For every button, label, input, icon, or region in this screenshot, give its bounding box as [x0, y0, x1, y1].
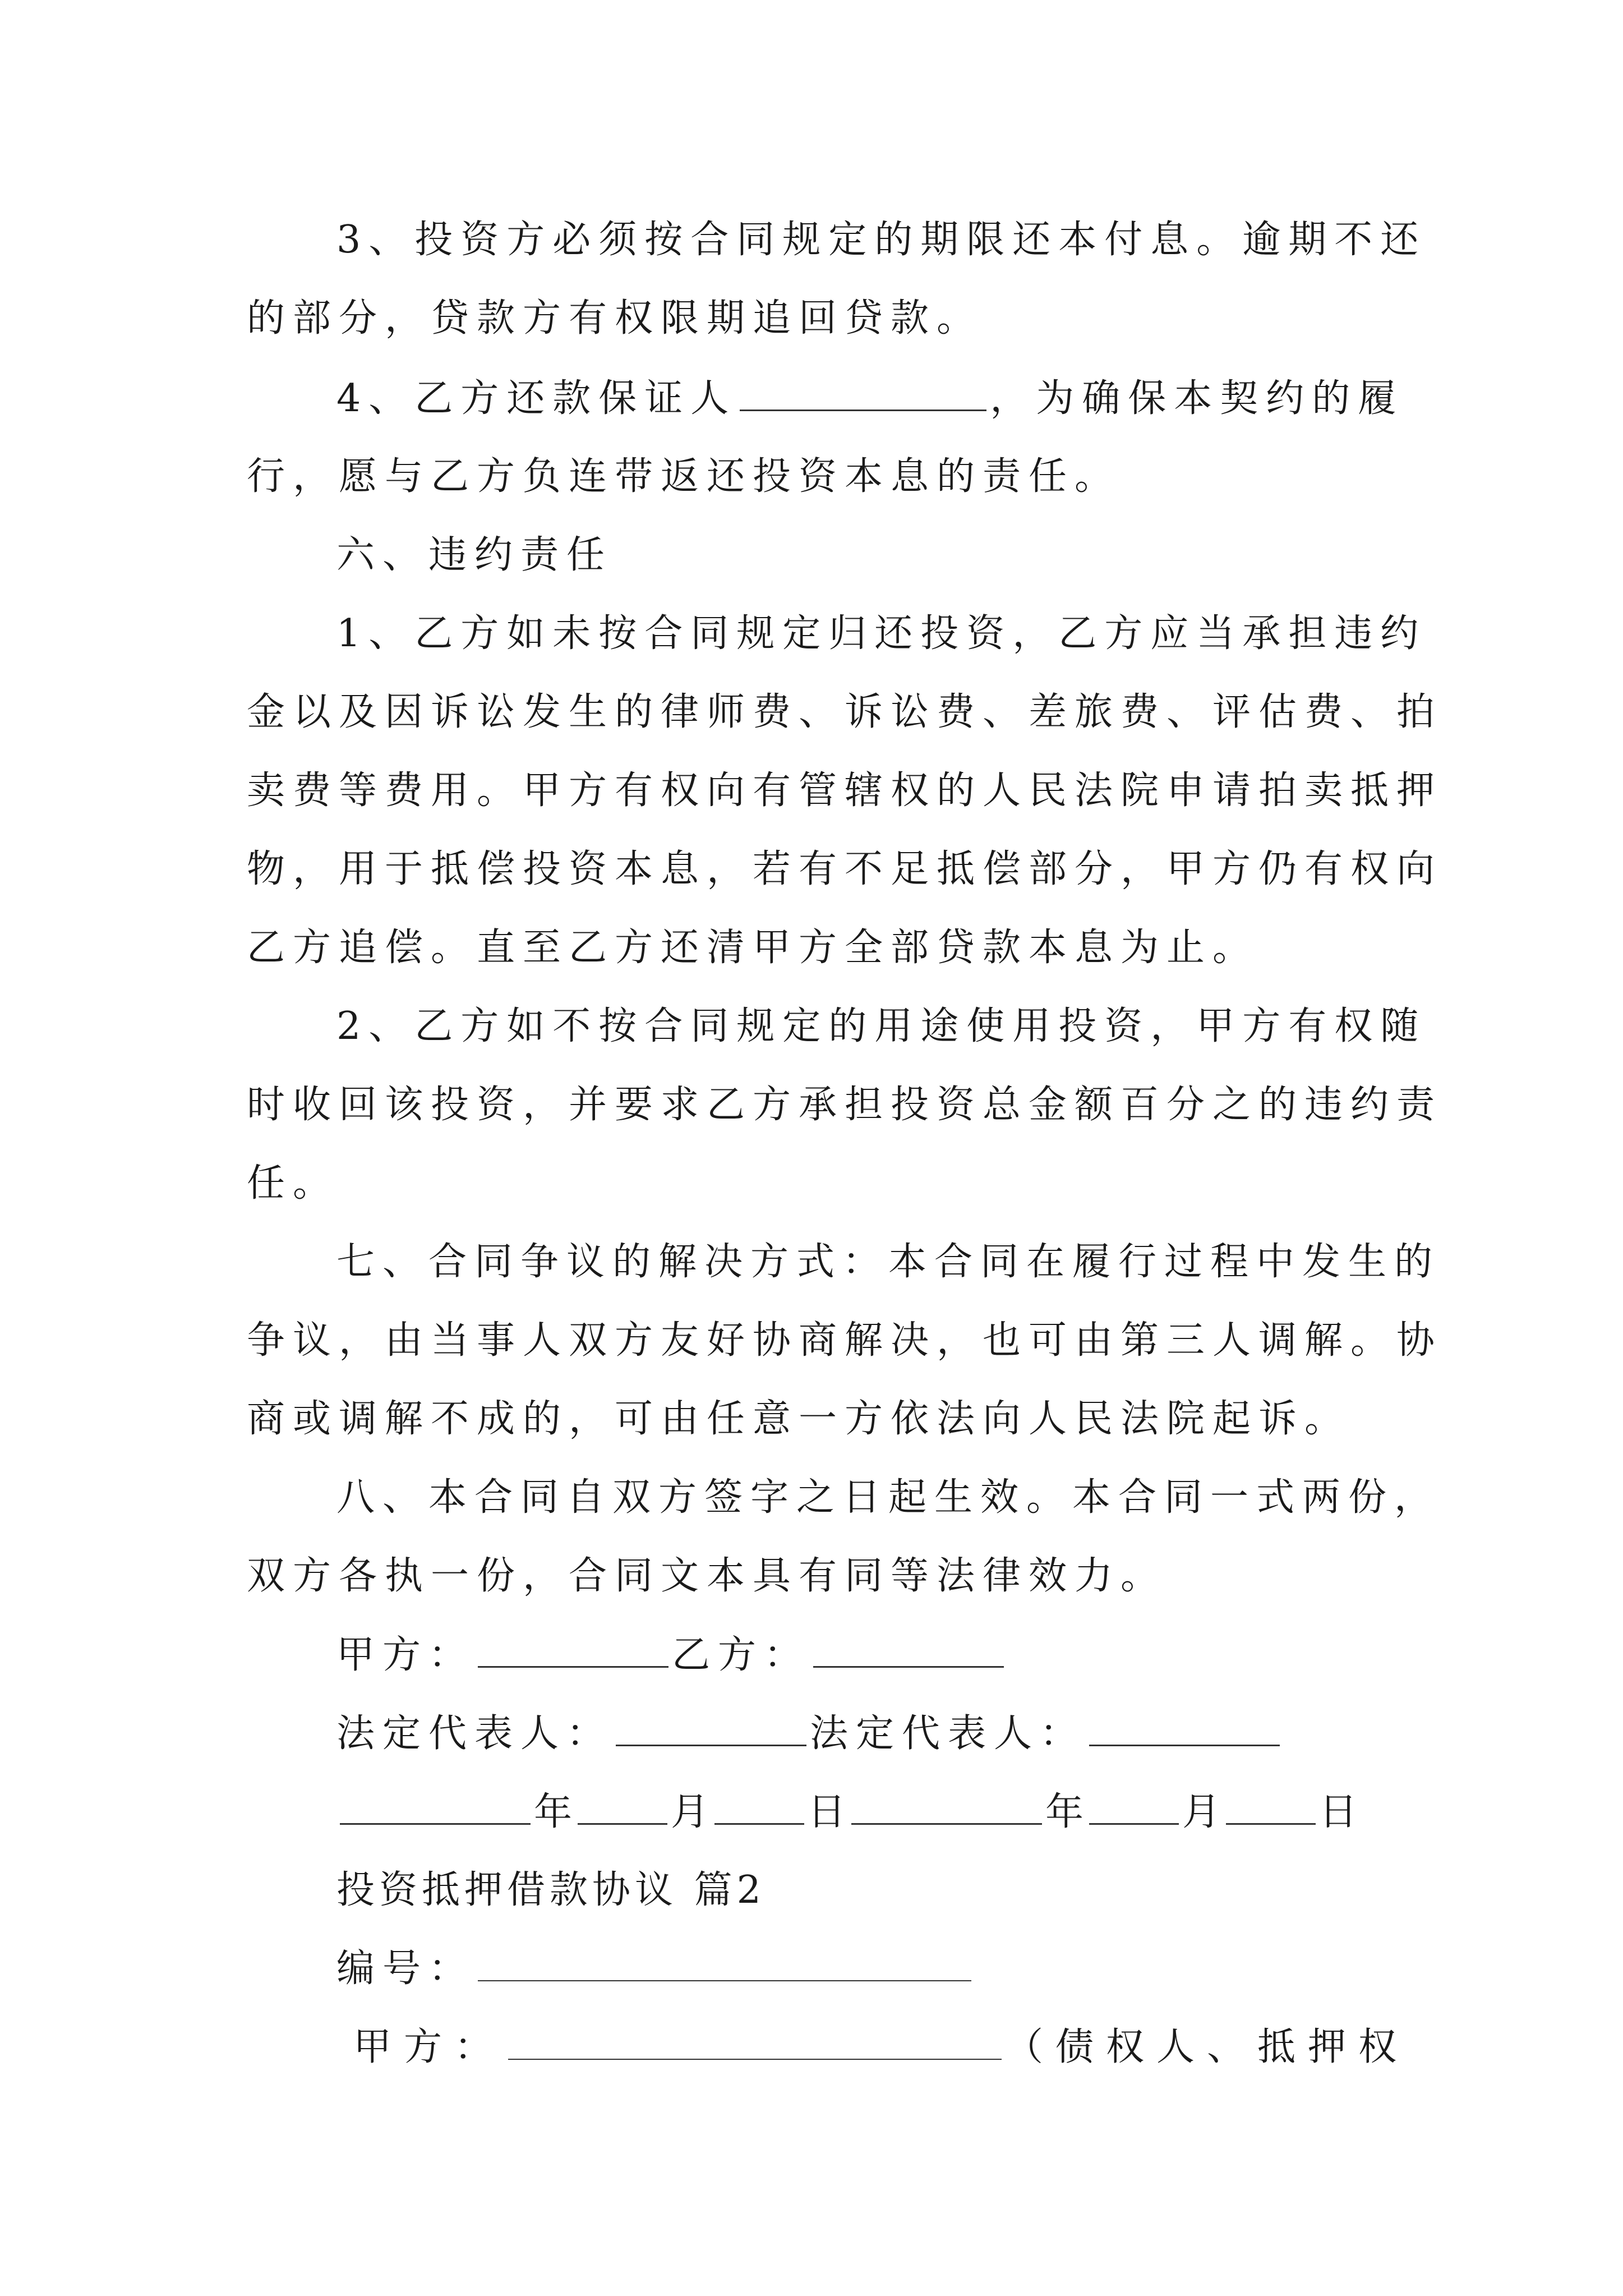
party-b-label: 乙方： — [672, 1633, 810, 1677]
paragraph-line: 乙方追偿。直至乙方还清甲方全部贷款本息为止。 — [247, 926, 1259, 970]
party-b-blank — [813, 1632, 1004, 1668]
serial-label: 编号： — [336, 1947, 475, 1991]
paragraph-line: 的部分，贷款方有权限期追回贷款。 — [247, 296, 983, 341]
date-a-day-blank — [714, 1789, 804, 1825]
party-a-line — [353, 2025, 1408, 2070]
date-a-day: 日 — [808, 1790, 849, 1834]
paragraph-line: 卖费等费用。甲方有权向有管辖权的人民法院申请拍卖抵押 — [247, 769, 1443, 813]
signature-parties — [336, 1632, 1391, 1677]
party-a-line-label: 甲方： — [353, 2025, 505, 2069]
serial-blank — [478, 1947, 971, 1981]
party-a-blank — [478, 1632, 668, 1668]
date-b-year: 年 — [1045, 1790, 1086, 1834]
date-b-day: 日 — [1319, 1790, 1360, 1834]
rep-a-label: 法定代表人： — [336, 1711, 613, 1756]
guarantor-suffix: ，为确保本契约的履 — [990, 376, 1404, 421]
paragraph-line: 金以及因诉讼发生的律师费、诉讼费、差旅费、评估费、拍 — [247, 690, 1443, 734]
date-b-month: 月 — [1182, 1790, 1223, 1834]
party-a-role: （债权人、抵押权 — [1005, 2025, 1409, 2069]
signature-dates — [336, 1789, 1391, 1834]
rep-a-blank — [616, 1711, 806, 1746]
date-a-month: 月 — [671, 1790, 712, 1834]
date-b-day-blank — [1226, 1789, 1316, 1825]
guarantor-blank — [740, 376, 986, 411]
paragraph-line: 1、乙方如未按合同规定归还投资，乙方应当承担违约 — [336, 611, 1427, 656]
paragraph-line: 双方各执一份，合同文本具有同等法律效力。 — [247, 1554, 1167, 1598]
date-a-year-blank — [340, 1789, 531, 1825]
paragraph-line: 行，愿与乙方负连带返还投资本息的责任。 — [247, 454, 1121, 499]
date-b-year-blank — [851, 1789, 1042, 1825]
section-heading: 六、违约责任 — [336, 533, 613, 577]
section-title: 投资抵押借款协议 篇2 — [336, 1868, 766, 1912]
paragraph-line: 3、投资方必须按合同规定的期限还本付息。逾期不还 — [336, 218, 1427, 262]
date-a-year: 年 — [534, 1790, 575, 1834]
party-a-line-blank — [508, 2025, 1002, 2060]
paragraph-line: 八、本合同自双方签字之日起生效。本合同一式两份， — [336, 1475, 1441, 1520]
paragraph-line: 物，用于抵偿投资本息，若有不足抵偿部分，甲方仍有权向 — [247, 847, 1443, 891]
date-b-month-blank — [1089, 1789, 1179, 1825]
rep-b-label: 法定代表人： — [810, 1711, 1086, 1756]
paragraph-line: 任。 — [247, 1161, 339, 1205]
signature-reps — [336, 1711, 1391, 1756]
rep-b-blank — [1089, 1711, 1280, 1746]
paragraph-line: 七、合同争议的解决方式：本合同在履行过程中发生的 — [336, 1240, 1441, 1284]
date-a-month-blank — [578, 1789, 667, 1825]
paragraph-line: 时收回该投资，并要求乙方承担投资总金额百分之的违约责 — [247, 1083, 1443, 1127]
paragraph-line: 争议，由当事人双方友好协商解决，也可由第三人调解。协 — [247, 1318, 1443, 1363]
serial-line — [336, 1947, 1391, 1991]
guarantor-label: 4、乙方还款保证人 — [336, 376, 737, 421]
guarantor-line — [336, 376, 1404, 421]
party-a-label: 甲方： — [336, 1633, 475, 1677]
paragraph-line: 2、乙方如不按合同规定的用途使用投资，甲方有权随 — [336, 1004, 1427, 1048]
paragraph-line: 商或调解不成的，可由任意一方依法向人民法院起诉。 — [247, 1397, 1351, 1441]
